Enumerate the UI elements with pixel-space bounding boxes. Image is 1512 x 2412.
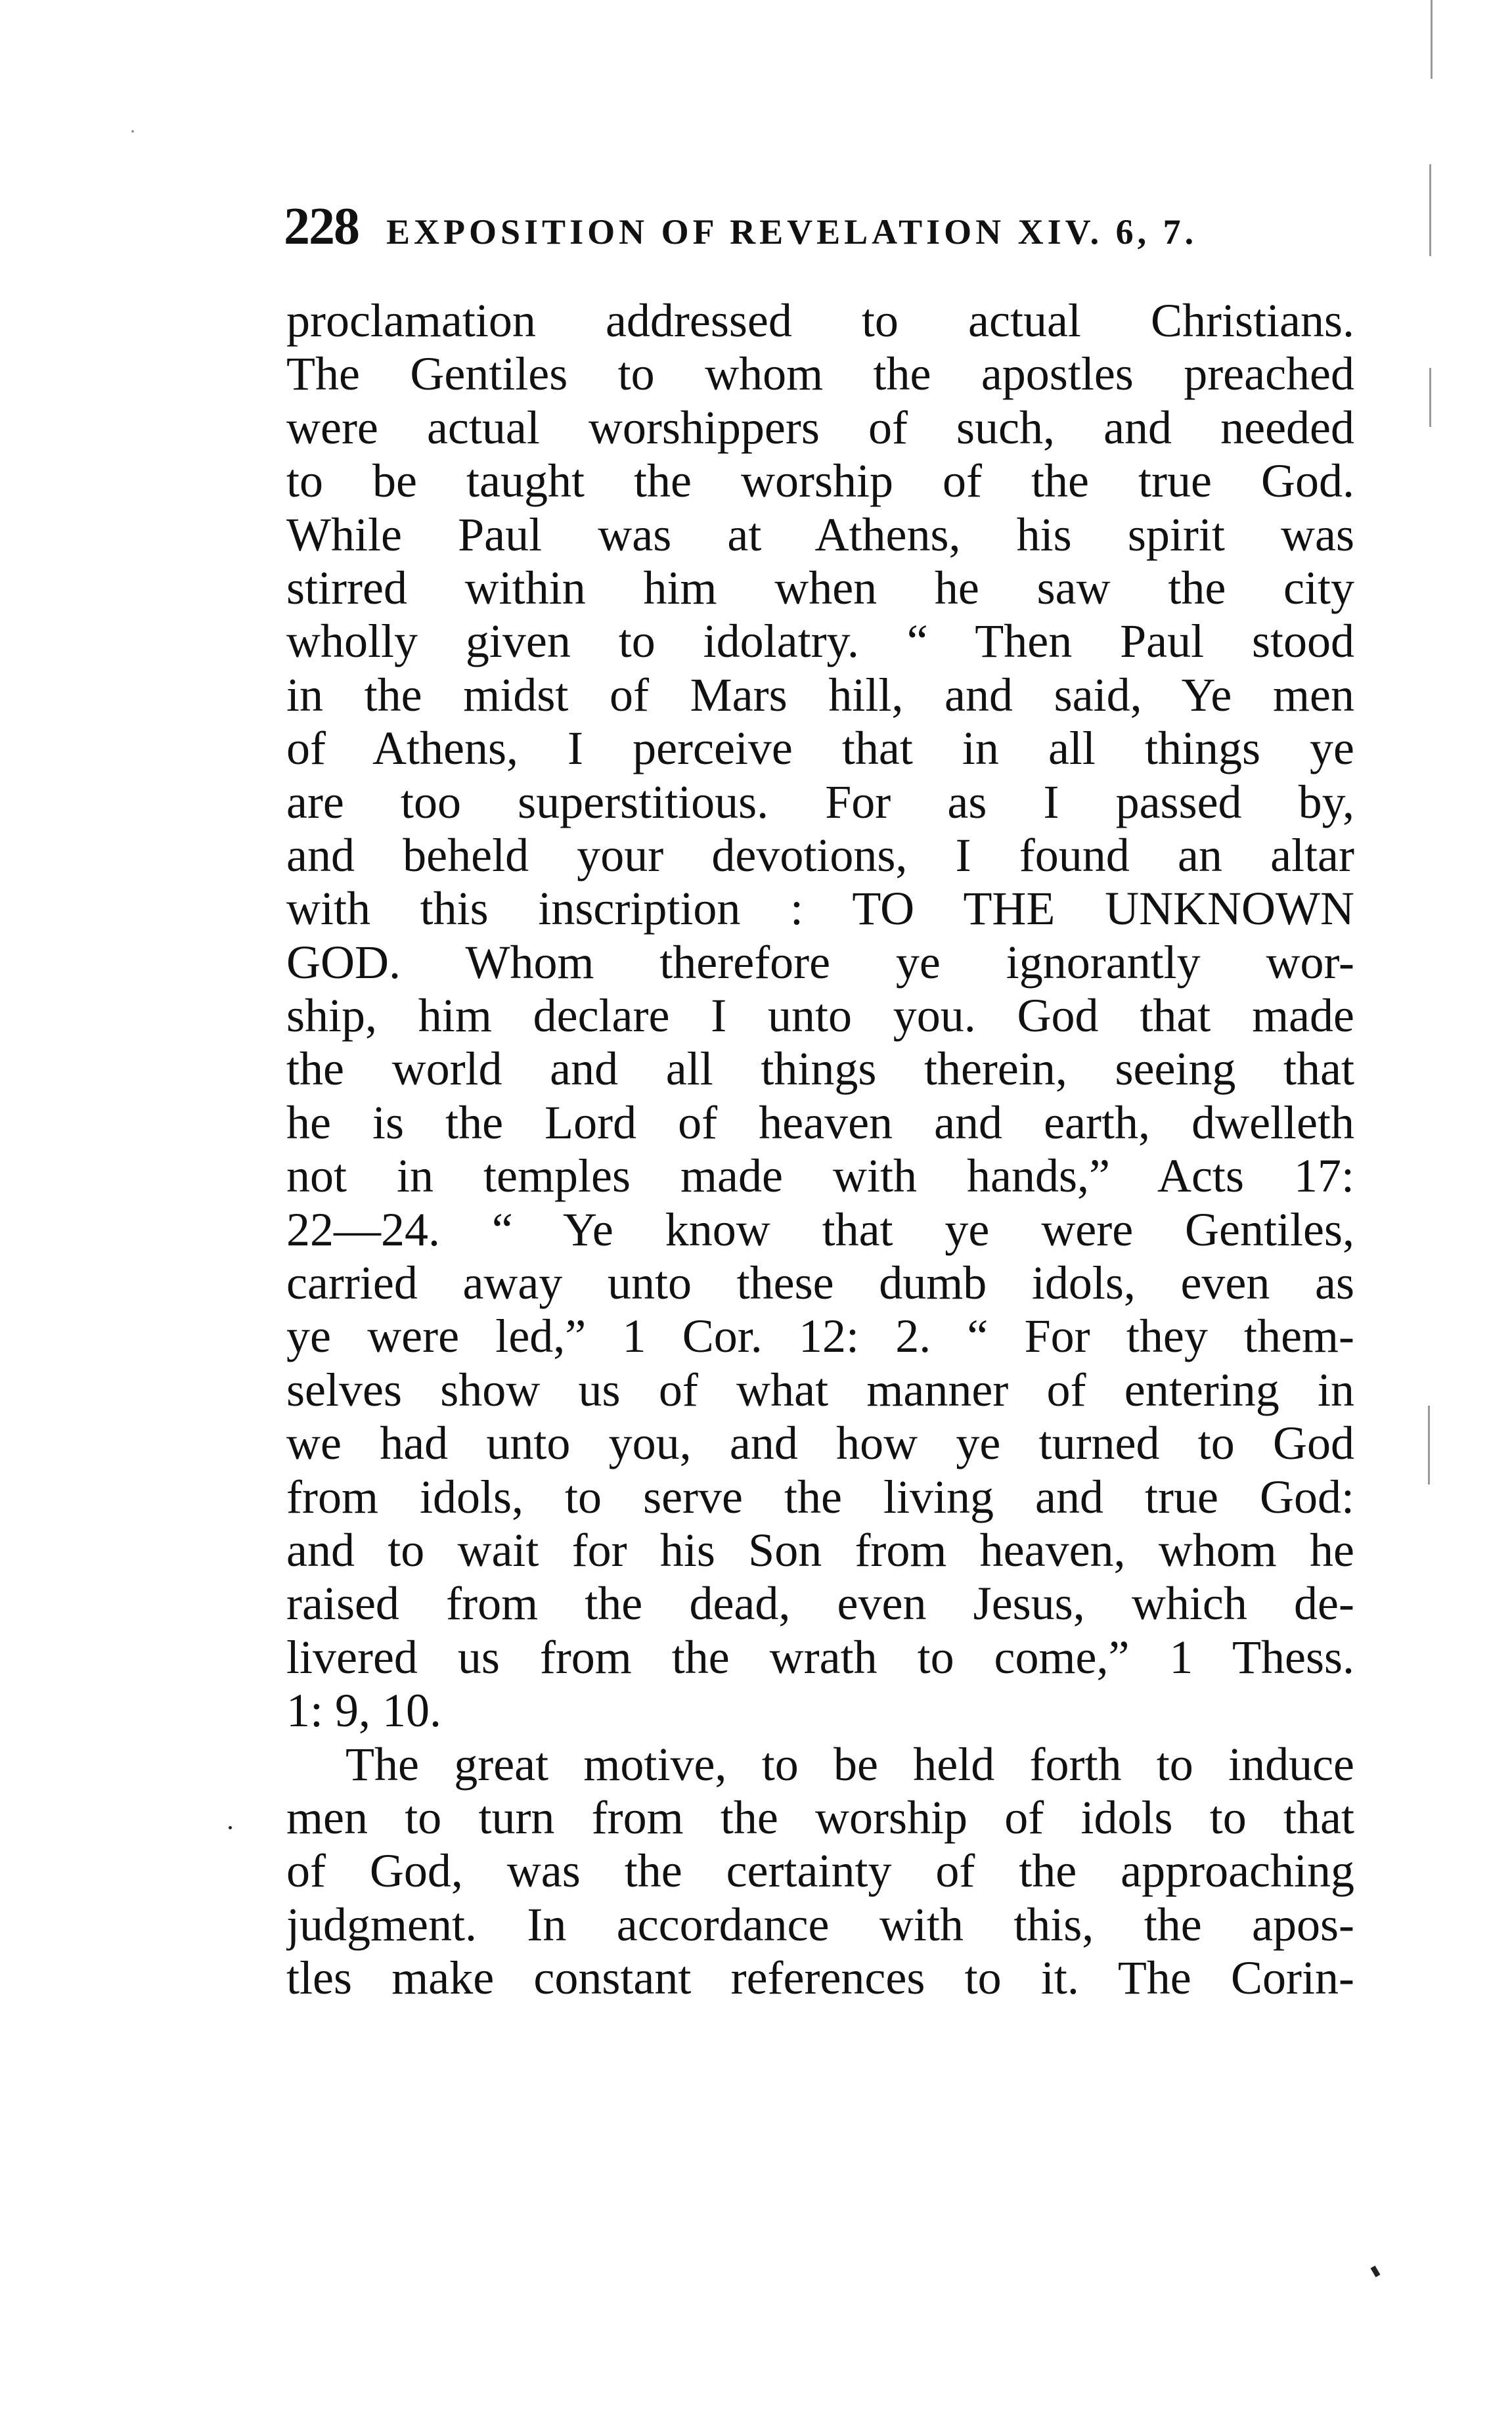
text-line: 22—24. “ Ye know that ye were Gentiles, [286, 1203, 1354, 1256]
text-line: ye were led,” 1 Cor. 12: 2. “ For they them- [286, 1310, 1354, 1363]
text-line: in the midst of Mars hill, and said, Ye men [286, 668, 1354, 721]
running-title: EXPOSITION OF REVELATION XIV. 6, 7. [386, 212, 1198, 252]
text-line: he is the Lord of heaven and earth, dwelleth [286, 1096, 1354, 1149]
text-line: 1: 9, 10. [286, 1684, 442, 1737]
scan-edge-mark [1429, 164, 1431, 256]
text-line: not in temples made with hands,” Acts 17: [286, 1150, 1354, 1203]
text-line: from idols, to serve the living and true God: [286, 1470, 1354, 1523]
text-line: stirred within him when he saw the city [286, 561, 1354, 614]
scan-speck [229, 1826, 232, 1829]
text-line: selves show us of what manner of entering in [286, 1363, 1354, 1416]
paragraph-start-line: The great motive, to be held forth to induce [345, 1737, 1354, 1791]
text-line: livered us from the wrath to come,” 1 Thess. [286, 1630, 1354, 1684]
text-line: The Gentiles to whom the apostles preached [286, 347, 1354, 401]
page-number: 228 [284, 198, 359, 256]
text-line: with this inscription : TO THE UNKNOWN [286, 882, 1354, 935]
text-line: raised from the dead, even Jesus, which de- [286, 1577, 1354, 1630]
text-line: judgment. In accordance with this, the apos- [286, 1898, 1354, 1951]
text-line: proclamation addressed to actual Christians. [286, 294, 1354, 347]
text-line: were actual worshippers of such, and needed [286, 401, 1354, 454]
text-line: men to turn from the worship of idols to that [286, 1791, 1354, 1844]
text-line: are too superstitious. For as I passed by, [286, 775, 1354, 828]
scan-edge-mark [1431, 0, 1433, 79]
text-line: ship, him declare I unto you. God that made [286, 989, 1354, 1042]
body-text [286, 294, 1354, 2005]
text-line: we had unto you, and how ye turned to God [286, 1417, 1354, 1470]
scan-edge-mark [1428, 1406, 1430, 1485]
text-line: of God, was the certainty of the approaching [286, 1844, 1354, 1898]
text-line: of Athens, I perceive that in all things ye [286, 722, 1354, 775]
scan-edge-mark [1429, 368, 1431, 427]
text-line: to be taught the worship of the true God. [286, 455, 1354, 508]
text-line: the world and all things therein, seeing that [286, 1042, 1354, 1096]
text-line: and to wait for his Son from heaven, whom he [286, 1523, 1354, 1576]
text-line: tles make constant references to it. The Corin- [286, 1952, 1354, 2005]
page-header [284, 197, 1216, 263]
text-line: carried away unto these dumb idols, even as [286, 1257, 1354, 1310]
text-line: GOD. Whom therefore ye ignorantly wor- [286, 935, 1354, 989]
text-line: wholly given to idolatry. “ Then Paul stood [286, 615, 1354, 668]
scan-speck [1371, 2266, 1381, 2277]
scan-speck [131, 130, 134, 133]
text-line: While Paul was at Athens, his spirit was [286, 508, 1354, 561]
text-line: and beheld your devotions, I found an altar [286, 828, 1354, 882]
